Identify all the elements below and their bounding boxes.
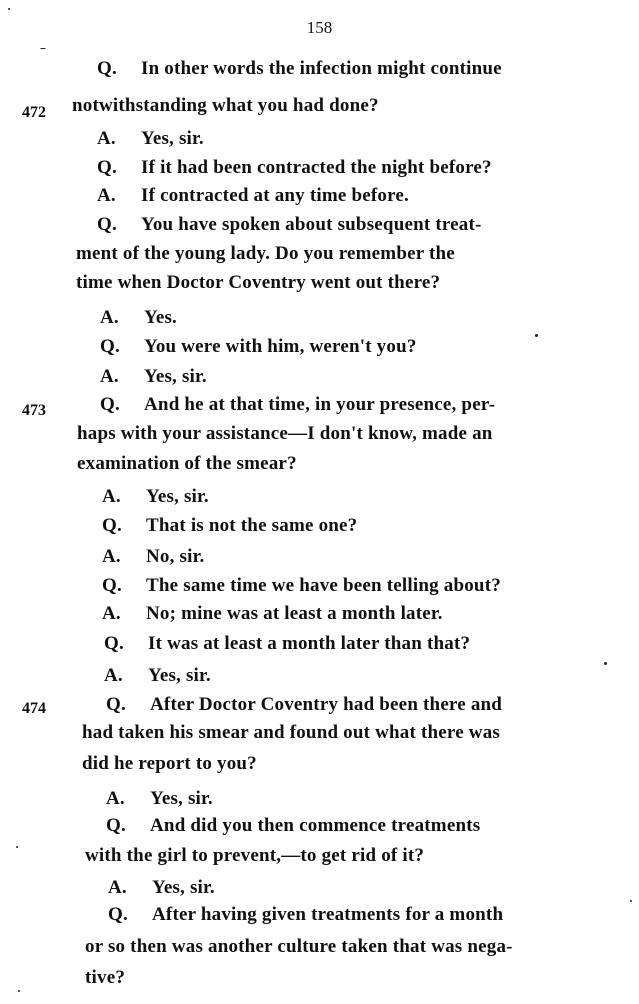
line-text: If it had been contracted the night before? [141, 157, 492, 178]
testimony-line [77, 453, 297, 475]
line-text: Yes, sir. [146, 486, 209, 507]
testimony-line [82, 722, 500, 744]
line-text: And did you then commence treatments [150, 815, 481, 836]
line-text: You have spoken about subsequent treat- [141, 214, 482, 235]
testimony-line [102, 546, 204, 568]
speaker-label: A. [102, 546, 121, 567]
line-text: examination of the smear? [77, 453, 297, 474]
line-text: No, sir. [146, 546, 205, 567]
line-text: Yes, sir. [141, 128, 204, 149]
line-text: After Doctor Coventry had been there and [150, 694, 503, 715]
testimony-line [104, 633, 470, 655]
testimony-line [97, 58, 502, 80]
testimony-line [102, 515, 357, 537]
speaker-label: Q. [102, 515, 122, 536]
testimony-line [102, 575, 501, 597]
testimony-line [82, 753, 257, 775]
testimony-line [72, 95, 379, 117]
line-text: In other words the infection might continue [141, 58, 502, 79]
line-text: After having given treatments for a month [152, 904, 504, 925]
line-text: had taken his smear and found out what there was [82, 722, 500, 743]
line-text: That is not the same one? [146, 515, 358, 536]
testimony-line [76, 243, 455, 265]
testimony-line [85, 845, 424, 867]
scan-speck [535, 334, 538, 337]
line-text: or so then was another culture taken that was nega- [85, 936, 513, 957]
speaker-label: A. [106, 788, 125, 809]
line-text: notwithstanding what you had done? [72, 95, 379, 116]
testimony-line [108, 877, 215, 899]
testimony-line [97, 214, 482, 236]
testimony-line [97, 128, 204, 150]
line-text: time when Doctor Coventry went out there? [76, 272, 441, 293]
speaker-label: Q. [97, 58, 117, 79]
testimony-line [108, 904, 503, 926]
page-number: 158 [306, 18, 333, 37]
line-text: haps with your assistance—I don't know, made an [77, 423, 493, 444]
margin-number-472: 472 [22, 104, 46, 121]
line-text: Yes, sir. [148, 665, 211, 686]
line-text: The same time we have been telling about? [146, 575, 501, 596]
speaker-label: Q. [97, 214, 117, 235]
margin-number-473: 473 [22, 402, 46, 419]
testimony-line [100, 336, 417, 358]
testimony-line [100, 394, 495, 416]
testimony-line [76, 272, 440, 294]
testimony-line [85, 967, 125, 989]
line-text: Yes, sir. [152, 877, 215, 898]
testimony-line [97, 185, 409, 207]
speaker-label: A. [102, 603, 121, 624]
scan-speck [40, 48, 46, 49]
speaker-label: A. [104, 665, 123, 686]
testimony-line [77, 423, 493, 445]
testimony-line [97, 157, 492, 179]
testimony-line [100, 366, 207, 388]
scan-speck [630, 900, 632, 902]
scan-speck [8, 8, 10, 10]
testimony-line [106, 788, 213, 810]
testimony-line [85, 936, 513, 958]
speaker-label: Q. [102, 575, 122, 596]
testimony-line [106, 815, 480, 837]
speaker-label: A. [102, 486, 121, 507]
line-text: Yes, sir. [144, 366, 207, 387]
testimony-line [106, 694, 502, 716]
line-text: You were with him, weren't you? [144, 336, 417, 357]
margin-number-474: 474 [22, 700, 46, 717]
testimony-line [100, 307, 177, 329]
speaker-label: A. [97, 185, 116, 206]
speaker-label: Q. [100, 394, 120, 415]
line-text: Yes. [144, 307, 177, 328]
scan-speck [604, 662, 607, 665]
speaker-label: A. [100, 366, 119, 387]
line-text: No; mine was at least a month later. [146, 603, 443, 624]
speaker-label: Q. [106, 815, 126, 836]
scan-speck [16, 846, 18, 848]
line-text: tive? [85, 967, 126, 988]
speaker-label: Q. [97, 157, 117, 178]
line-text: And he at that time, in your presence, per- [144, 394, 496, 415]
line-text: ment of the young lady. Do you remember the [76, 243, 455, 264]
scan-speck [18, 990, 20, 992]
speaker-label: A. [97, 128, 116, 149]
testimony-line [104, 665, 211, 687]
line-text: with the girl to prevent,—to get rid of it? [85, 845, 425, 866]
speaker-label: A. [100, 307, 119, 328]
testimony-line [102, 603, 443, 625]
speaker-label: A. [108, 877, 127, 898]
line-text: Yes, sir. [150, 788, 213, 809]
line-text: It was at least a month later than that? [148, 633, 471, 654]
speaker-label: Q. [106, 694, 126, 715]
speaker-label: Q. [100, 336, 120, 357]
speaker-label: Q. [104, 633, 124, 654]
line-text: If contracted at any time before. [141, 185, 409, 206]
speaker-label: Q. [108, 904, 128, 925]
testimony-line [102, 486, 209, 508]
line-text: did he report to you? [82, 753, 257, 774]
